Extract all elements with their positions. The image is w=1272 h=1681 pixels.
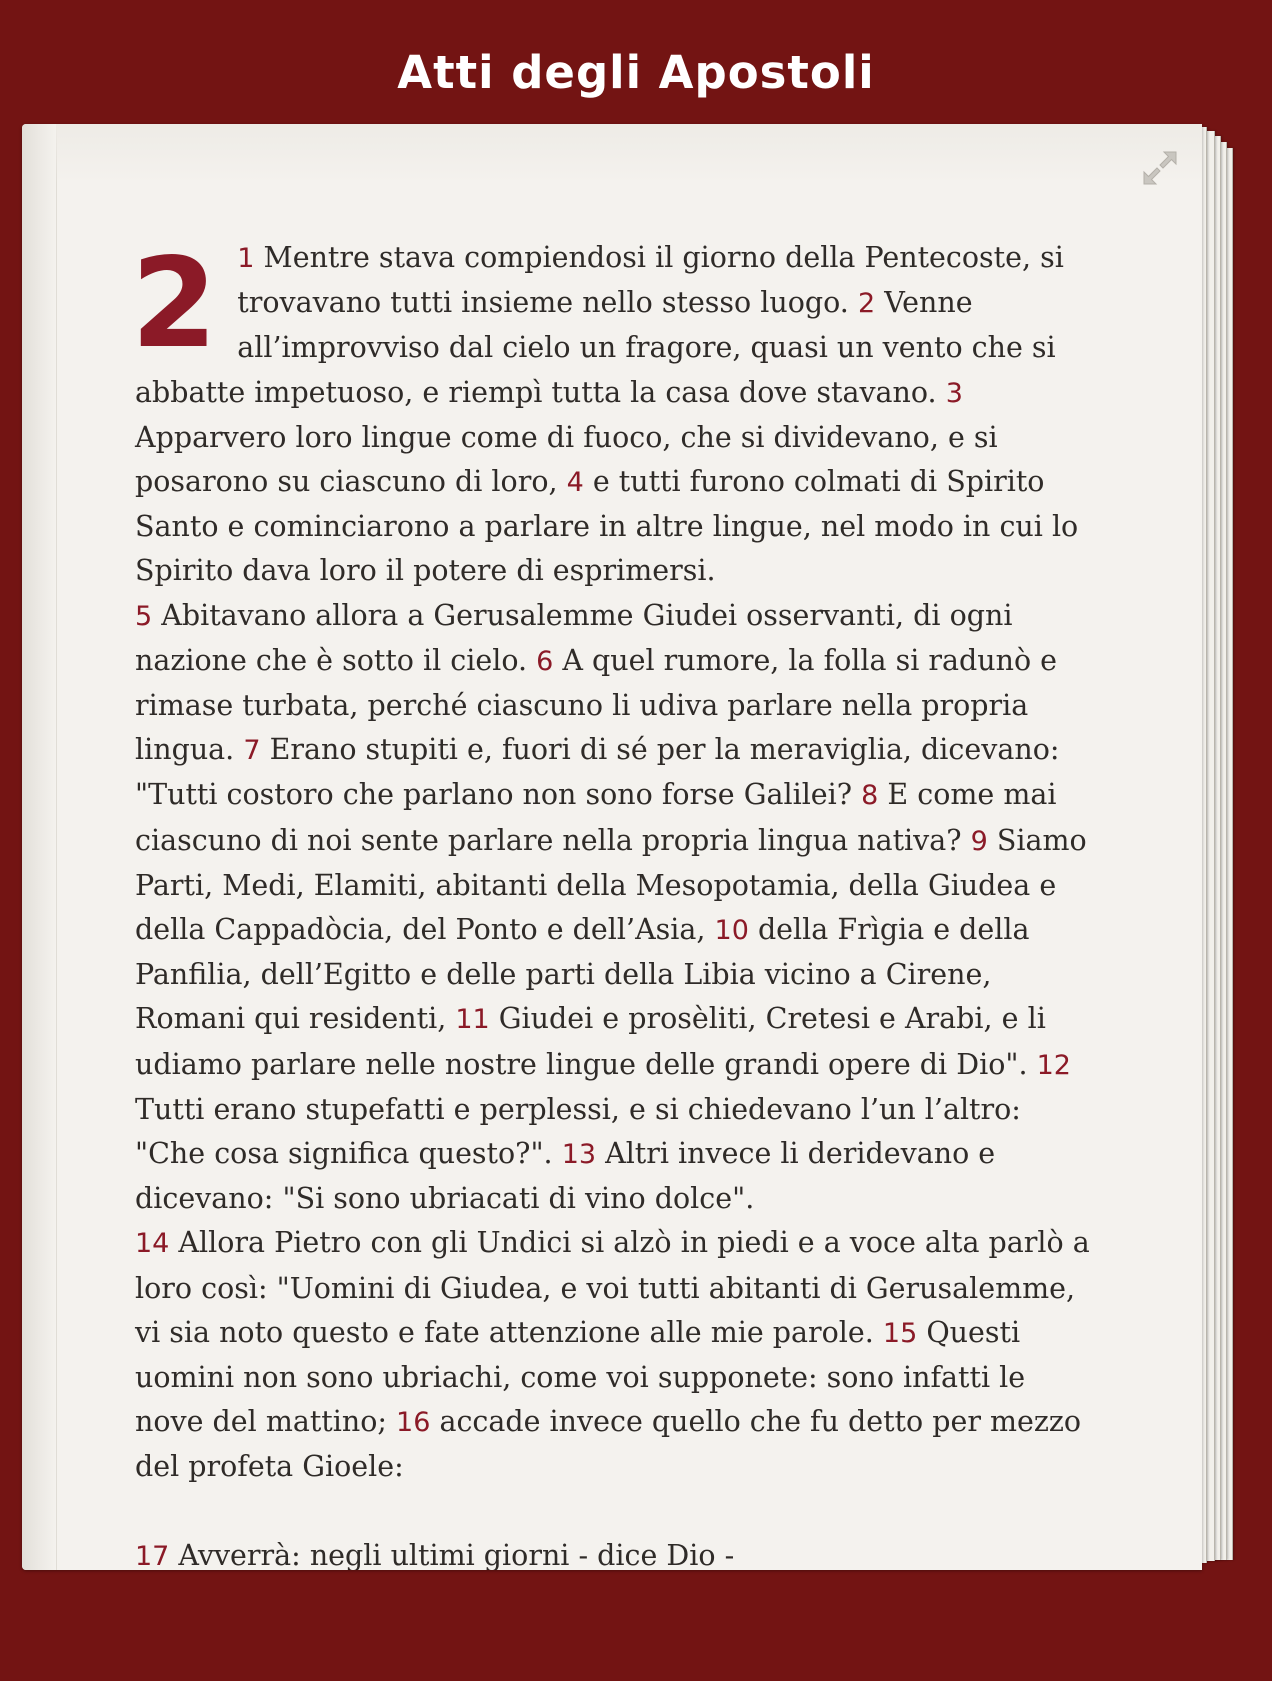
expand-arrows-icon [1142, 150, 1178, 186]
chapter-number: 2 [131, 232, 218, 376]
verse-text: Avverrà: negli ultimi giorni - dice Dio - [178, 1538, 735, 1570]
verse-number[interactable]: 14 [135, 1228, 170, 1260]
verse-text: E come mai ciascuno di noi sente parlare nella propria lingua nativa? [135, 778, 1057, 857]
verse-number[interactable]: 10 [714, 915, 749, 947]
verse-number[interactable]: 5 [135, 600, 153, 632]
paragraph-gap [135, 1490, 1095, 1534]
verse-text: della Frìgia e della Panfilia, dell’Egitto e delle parti della Libia vicino a Cirene, Romani qui residenti, [135, 913, 1030, 1036]
verse-text: Allora Pietro con gli Undici si alzò in piedi e a voce alta parlò a loro così: "Uomini di Giudea, e voi tutti abitanti di Gerusalemme, vi sia noto questo e fate attenzione alle mie parole. [135, 1226, 1090, 1349]
verse-number[interactable]: 6 [536, 645, 554, 677]
verse-text: Altri invece li deridevano e dicevano: "Si sono ubriacati di vino dolce". [135, 1137, 996, 1216]
app-title: Atti degli Apostoli [397, 46, 875, 99]
expand-button[interactable] [1142, 150, 1178, 186]
verse-text: Abitavano allora a Gerusalemme Giudei osservanti, di ogni nazione che è sotto il cielo. [135, 598, 1013, 677]
reader-page[interactable] [22, 124, 1202, 1570]
verse-text: Mentre stava compiendosi il giorno della Pentecoste, si trovavano tutti insieme nello stesso luogo. [237, 241, 1064, 320]
chapter-text [131, 232, 1095, 1570]
verse-number[interactable]: 12 [1036, 1049, 1071, 1081]
verse-number[interactable]: 15 [882, 1317, 918, 1349]
verse-text: Giudei e prosèliti, Cretesi e Arabi, e li udiamo parlare nelle nostre lingue delle grandi opere di Dio". [135, 1002, 1046, 1081]
verse-text: Tutti erano stupefatti e perplessi, e si chiedevano l’un l’altro: "Che cosa significa questo?". [135, 1092, 1021, 1171]
verse-number[interactable]: 9 [970, 825, 988, 857]
verse-text: Questi uomini non sono ubriachi, come voi supponete: sono infatti le nove del mattino; [135, 1315, 1026, 1439]
verse-number[interactable]: 4 [566, 467, 584, 499]
verse-number[interactable]: 8 [861, 780, 879, 812]
verse-text: A quel rumore, la folla si radunò e rimase turbata, perché ciascuno li udiva parlare nella propria lingua. [135, 643, 1058, 767]
verse-number[interactable]: 7 [243, 735, 261, 767]
verse-number[interactable]: 3 [945, 377, 963, 409]
page-top-shade [56, 124, 1202, 184]
verse-number[interactable]: 13 [561, 1139, 597, 1171]
verse-text: Erano stupiti e, fuori di sé per la meraviglia, dicevano: "Tutti costoro che parlano non sono forse Galilei? [135, 733, 1060, 812]
verse-text: accade invece quello che fu detto per mezzo del profeta Gioele: [135, 1405, 1082, 1484]
verse-text: e tutti furono colmati di Spirito Santo e cominciarono a parlare in altre lingue, nel modo in cui lo Spirito dava loro il potere di esprimersi. [135, 465, 1079, 588]
verse-text: Apparvero loro lingue come di fuoco, che si dividevano, e si posarono su ciascuno di loro, [135, 420, 998, 499]
page-curl [22, 124, 57, 1570]
verse-paragraph [135, 594, 1095, 1222]
verse-paragraph [135, 1534, 1095, 1570]
verse-text: Venne all’improvviso dal cielo un fragore, quasi un vento che si abbatte impetuoso, e riempì tutta la casa dove stavano. [135, 286, 1056, 409]
verse-number[interactable]: 11 [455, 1004, 490, 1036]
verse-paragraph [135, 236, 1095, 594]
verse-number[interactable]: 17 [135, 1540, 170, 1570]
verse-paragraph [135, 1221, 1095, 1489]
verse-number[interactable]: 16 [396, 1407, 431, 1439]
verse-text: Siamo Parti, Medi, Elamiti, abitanti della Mesopotamia, della Giudea e della Cappadòcia, del Ponto e dell’Asia, [135, 823, 1087, 947]
verse-number[interactable]: 2 [857, 288, 876, 320]
verse-number[interactable]: 1 [237, 243, 255, 274]
